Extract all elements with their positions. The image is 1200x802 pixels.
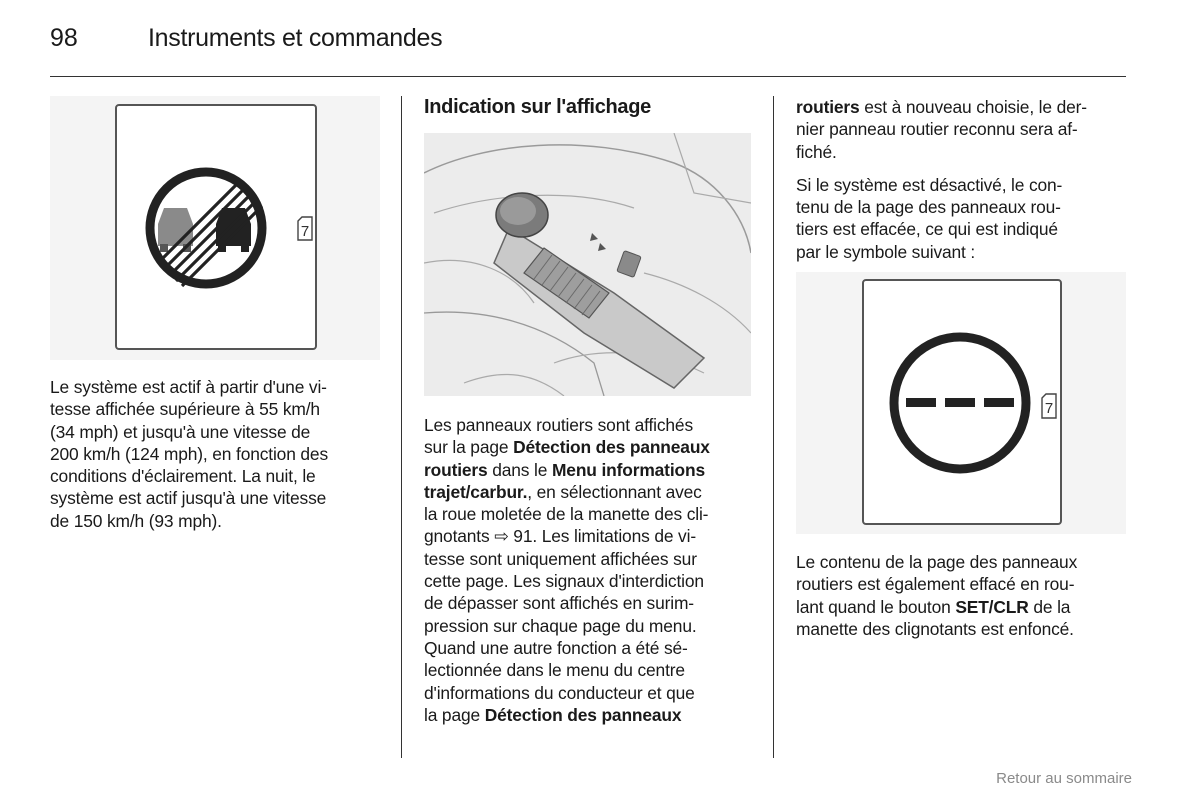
figure-turn-signal-lever	[424, 133, 751, 396]
col3-paragraph-1	[796, 96, 1136, 163]
menu-page-name: Détection des panneaux	[484, 704, 682, 725]
menu-page-name: routiers	[796, 97, 860, 117]
menu-page-name: Détection des panneaux	[513, 437, 710, 458]
col1-paragraph	[50, 376, 390, 532]
menu-page-name: routiers	[424, 459, 488, 480]
text-line: manette des clignotants est enfoncé.	[796, 618, 1074, 639]
system-deactivated-symbol-icon	[894, 337, 1026, 469]
menu-name: Menu informations	[551, 459, 705, 480]
text-line: routiers dans le Menu informations	[424, 459, 705, 480]
text-line: tenu de la page des panneaux rou-	[796, 197, 1061, 218]
button-name: SET/CLR	[955, 596, 1029, 617]
col2-paragraph	[424, 414, 764, 726]
header-rule	[50, 76, 1126, 77]
column-divider-1	[401, 96, 402, 758]
text-line: Les panneaux routiers sont affichés	[424, 415, 693, 435]
text-line: de dépasser sont affichés en surim-	[424, 593, 694, 614]
back-to-contents-link[interactable]: Retour au sommaire	[996, 770, 1132, 787]
text-line: tesse sont uniquement affichées sur	[424, 548, 697, 569]
page-header	[50, 24, 1126, 60]
text-line: tesse affichée supérieure à 55 km/h	[50, 399, 320, 420]
text-line: cette page. Les signaux d'interdiction	[424, 571, 704, 592]
end-of-no-overtaking-sign-icon	[150, 172, 262, 286]
text-line: Le contenu de la page des panneaux	[796, 552, 1078, 572]
section-heading: Indication sur l'affichage	[424, 96, 651, 118]
page-reference-arrow-icon: ⇨	[494, 526, 509, 547]
figure-system-deactivated-display	[796, 272, 1126, 534]
text-line: routiers est également effacé en rou-	[796, 574, 1075, 595]
col3-paragraph-3	[796, 551, 1136, 640]
col3-paragraphs-top	[796, 96, 1136, 274]
figure-end-no-overtaking-display	[50, 96, 380, 360]
text-line: sur la page Détection des panneaux	[424, 437, 710, 458]
page-number: 98	[50, 24, 78, 52]
text-line: conditions d'éclairement. La nuit, le	[50, 466, 316, 487]
text-line: Si le système est désactivé, le con-	[796, 174, 1063, 195]
text-line: 200 km/h (124 mph), en fonction des	[50, 443, 328, 464]
text-line: Le système est actif à partir d'une vi-	[50, 377, 327, 397]
text-line: fiché.	[796, 141, 837, 162]
text-line: Quand une autre fonction a été sé-	[424, 637, 688, 658]
text-line: de 150 km/h (93 mph).	[50, 510, 222, 531]
text-line: la roue moletée de la manette des cli-	[424, 504, 709, 525]
text-line: gnotants ⇨ 91. Les limitations de vi-	[424, 526, 696, 547]
menu-name: trajet/carbur.	[424, 481, 528, 502]
sign-reference-label: 7	[300, 223, 310, 240]
text-line: lectionnée dans le menu du centre	[424, 660, 685, 681]
text-line: système est actif jusqu'à une vitesse	[50, 488, 327, 509]
text-line: nier panneau routier reconnu sera af-	[796, 119, 1078, 140]
col3-paragraph-2	[796, 174, 1136, 263]
chapter-title: Instruments et commandes	[148, 24, 443, 52]
text-line: la page Détection des panneaux	[424, 704, 682, 725]
text-line: d'informations du conducteur et que	[424, 682, 695, 703]
text-line: lant quand le bouton SET/CLR de la	[796, 596, 1071, 617]
text-line: tiers est effacée, ce qui est indiqué	[796, 219, 1058, 240]
text-line: trajet/carbur., en sélectionnant avec	[424, 481, 702, 502]
text-line: routiers est à nouveau choisie, le der-	[796, 97, 1087, 117]
text-line: par le symbole suivant :	[796, 241, 976, 262]
column-divider-2	[773, 96, 774, 758]
text-line: pression sur chaque page du menu.	[424, 615, 697, 636]
text-line: (34 mph) et jusqu'à une vitesse de	[50, 421, 311, 442]
sign-reference-label: 7	[1044, 400, 1054, 417]
